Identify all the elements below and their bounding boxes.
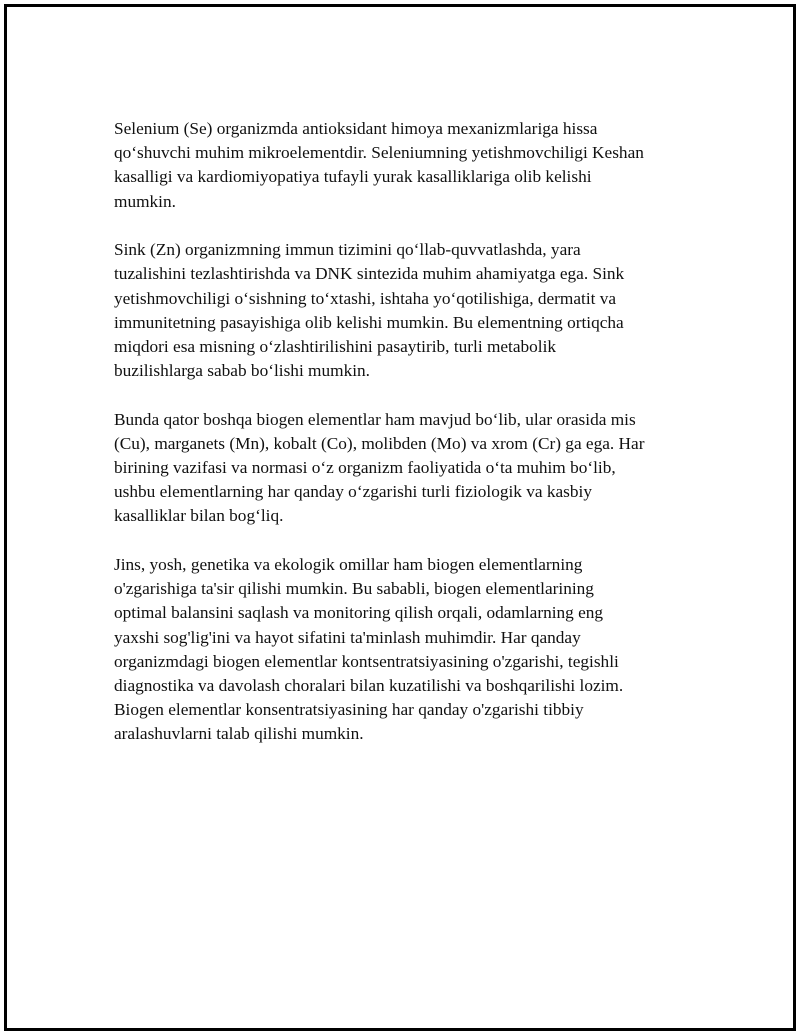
text-line: organizmdagi biogen elementlar kontsentratsiyasining o'zgarishi, tegishli: [114, 651, 619, 671]
text-line: optimal balansini saqlash va monitoring qilish orqali, odamlarning eng: [114, 603, 604, 623]
text-line: mumkin.: [114, 191, 176, 211]
text-line: (Cu), marganets (Mn), kobalt (Co), molibden (Mo) va xrom (Cr) ga ega. Har: [114, 433, 645, 453]
paragraph-other-elements: [114, 408, 704, 529]
document-body: [114, 117, 704, 771]
text-line: immunitetning pasayishiga olib kelishi mumkin. Bu elementning ortiqcha: [114, 312, 624, 332]
paragraph-zinc: [114, 238, 704, 383]
text-line: yetishmovchiligi o‘sishning to‘xtashi, ishtaha yo‘qotilishiga, dermatit va: [114, 288, 617, 308]
text-line: Sink (Zn) organizmning immun tizimini qo‘llab-quvvatlashda, yara: [114, 240, 581, 260]
text-line: buzilishlarga sabab bo‘lishi mumkin.: [114, 361, 370, 381]
paragraph-selenium: [114, 117, 704, 214]
text-line: ushbu elementlarning har qanday o‘zgarishi turli fiziologik va kasbiy: [114, 482, 592, 502]
text-line: kasalliklar bilan bog‘liq.: [114, 506, 284, 526]
text-line: Biogen elementlar konsentratsiyasining har qanday o'zgarishi tibbiy: [114, 700, 584, 720]
paragraph-factors: [114, 553, 704, 747]
text-line: tuzalishini tezlashtirishda va DNK sintezida muhim ahamiyatga ega. Sink: [114, 264, 625, 284]
text-line: birining vazifasi va normasi o‘z organizm faoliyatida o‘ta muhim bo‘lib,: [114, 458, 616, 478]
text-line: miqdori esa misning o‘zlashtirilishini pasaytirib, turli metabolik: [114, 336, 557, 356]
text-line: qo‘shuvchi muhim mikroelementdir. Seleniumning yetishmovchiligi Keshan: [114, 143, 644, 163]
text-line: diagnostika va davolash choralari bilan kuzatilishi va boshqarilishi lozim.: [114, 675, 624, 695]
text-line: o'zgarishiga ta'sir qilishi mumkin. Bu sababli, biogen elementlarining: [114, 579, 594, 599]
text-line: yaxshi sog'lig'ini va hayot sifatini ta'minlash muhimdir. Har qanday: [114, 627, 581, 647]
text-line: Bunda qator boshqa biogen elementlar ham mavjud bo‘lib, ular orasida mis: [114, 409, 636, 429]
text-line: Selenium (Se) organizmda antioksidant himoya mexanizmlariga hissa: [114, 119, 598, 138]
text-line: Jins, yosh, genetika va ekologik omillar ham biogen elementlarning: [114, 554, 583, 574]
text-line: kasalligi va kardiomiyopatiya tufayli yurak kasalliklariga olib kelishi: [114, 167, 592, 187]
text-line: aralashuvlarni talab qilishi mumkin.: [114, 724, 364, 744]
